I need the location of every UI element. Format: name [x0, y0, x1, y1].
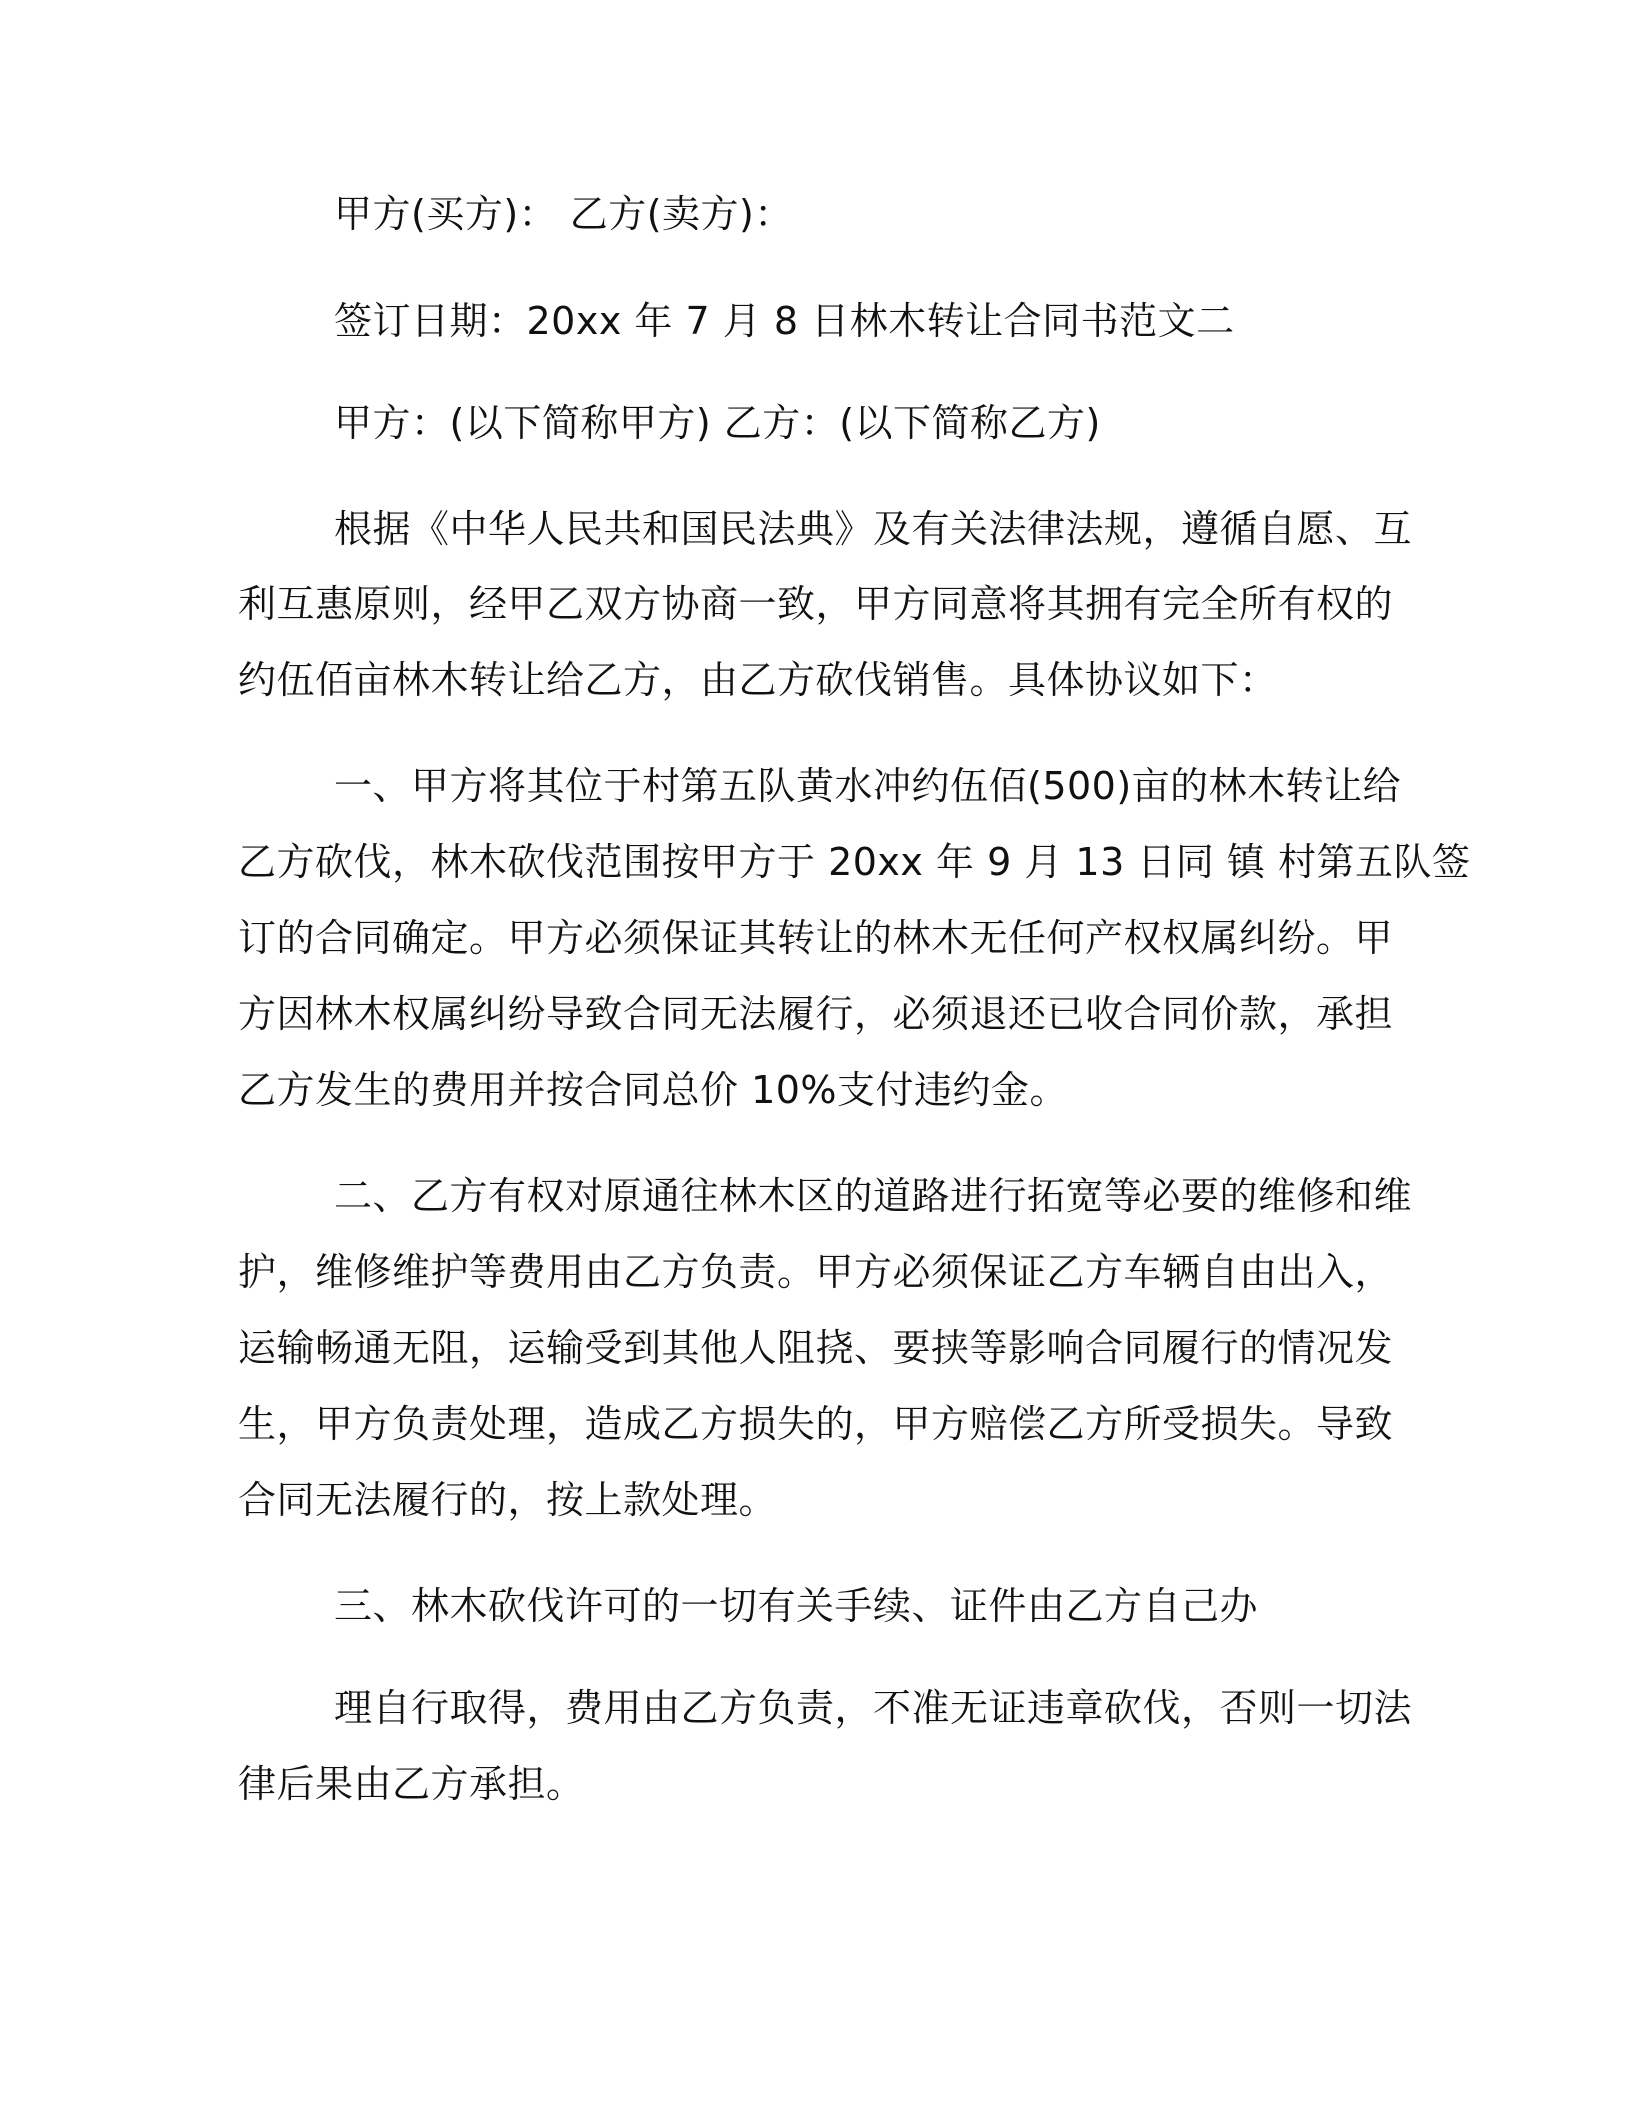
clause-2-line: 合同无法履行的，按上款处理。 [238, 1478, 778, 1522]
clause-2-line: 二、乙方有权对原通往林木区的道路进行拓宽等必要的维修和维 [334, 1174, 1413, 1218]
clause-3-line: 理自行取得，费用由乙方负责，不准无证违章砍伐，否则一切法 [334, 1686, 1413, 1730]
clause-1-line: 订的合同确定。甲方必须保证其转让的林木无任何产权权属纠纷。甲 [238, 916, 1394, 960]
preamble-line: 利互惠原则，经甲乙双方协商一致，甲方同意将其拥有完全所有权的 [238, 582, 1394, 626]
clause-2-line: 生，甲方负责处理，造成乙方损失的，甲方赔偿乙方所受损失。导致 [238, 1402, 1394, 1446]
party-header-line: 甲方(买方)： 乙方(卖方)： [334, 192, 793, 236]
preamble-line: 约伍佰亩林木转让给乙方，由乙方砍伐销售。具体协议如下： [238, 658, 1278, 702]
signing-date-line: 签订日期：20xx 年 7 月 8 日林木转让合同书范文二 [334, 299, 1235, 343]
clause-3-line: 三、林木砍伐许可的一切有关手续、证件由乙方自己办 [334, 1584, 1259, 1628]
clause-1-line: 乙方砍伐，林木砍伐范围按甲方于 20xx 年 9 月 13 日同 镇 村第五队签 [238, 840, 1471, 884]
clause-1-line: 方因林木权属纠纷导致合同无法履行，必须退还已收合同价款，承担 [238, 992, 1394, 1036]
party-abbreviation-line: 甲方：(以下简称甲方) 乙方：(以下简称乙方) [334, 401, 1101, 445]
preamble-line: 根据《中华人民共和国民法典》及有关法律法规，遵循自愿、互 [334, 507, 1413, 551]
clause-3-line: 律后果由乙方承担。 [238, 1762, 585, 1806]
clause-2-line: 护，维修维护等费用由乙方负责。甲方必须保证乙方车辆自由出入， [238, 1250, 1394, 1294]
clause-1-line: 一、甲方将其位于村第五队黄水冲约伍佰(500)亩的林木转让给 [334, 764, 1402, 808]
clause-2-line: 运输畅通无阻，运输受到其他人阻挠、要挟等影响合同履行的情况发 [238, 1326, 1394, 1370]
clause-1-line: 乙方发生的费用并按合同总价 10%支付违约金。 [238, 1068, 1069, 1112]
